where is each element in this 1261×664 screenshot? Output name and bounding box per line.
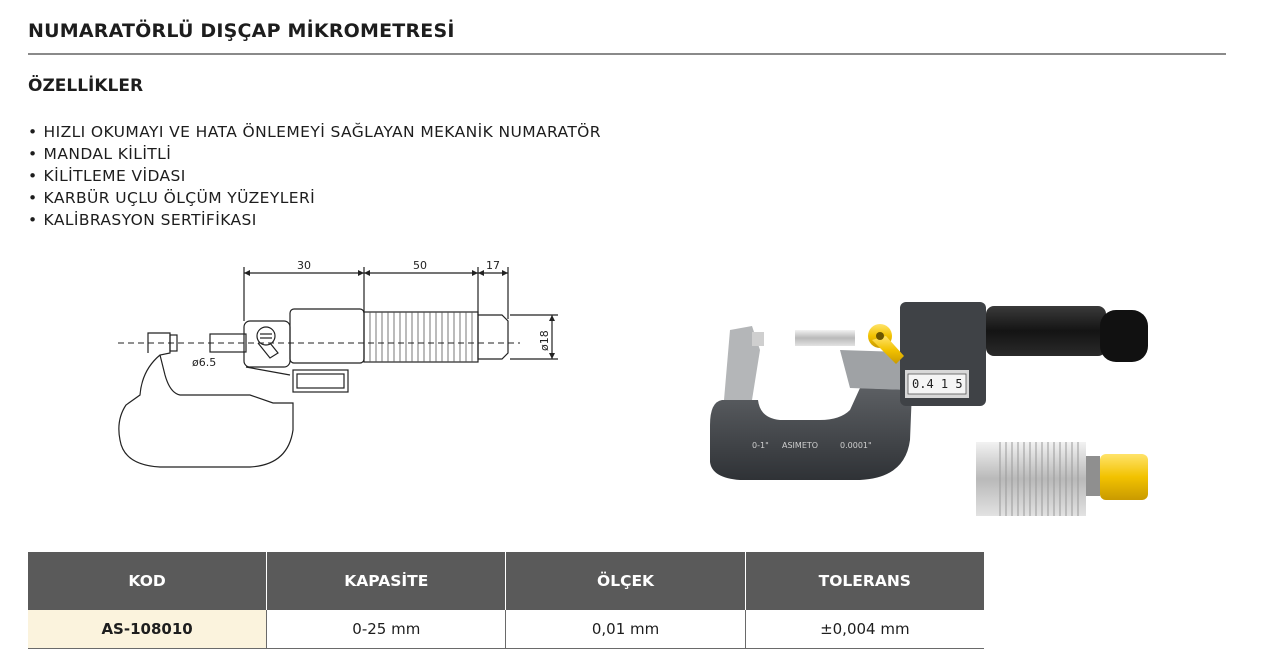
table-header-row (28, 552, 984, 610)
dimension-dia-18: ø18 (538, 330, 551, 351)
feature-item: • HIZLI OKUMAYI VE HATA ÖNLEMEYİ SAĞLAYAN MEKANİK NUMARATÖR (28, 121, 601, 143)
cell-kapasite: 0-25 mm (267, 610, 506, 649)
column-header-kod: KOD (28, 552, 267, 610)
features-list (28, 121, 601, 231)
dimension-30: 30 (297, 259, 311, 272)
page-title: NUMARATÖRLÜ DIŞÇAP MİKROMETRESİ (28, 20, 455, 42)
title-divider (28, 53, 1226, 55)
counter-reading: 0.4 1 5 (912, 377, 963, 391)
dimension-17: 17 (486, 259, 500, 272)
spec-table (28, 552, 984, 649)
cell-olcek: 0,01 mm (506, 610, 745, 649)
feature-item: • KALİBRASYON SERTİFİKASI (28, 209, 601, 231)
features-heading: ÖZELLİKLER (28, 76, 144, 96)
range-marking: 0-1" (752, 441, 769, 450)
cell-kod: AS-108010 (28, 610, 267, 649)
resolution-marking: 0.0001" (840, 441, 872, 450)
dimension-dia-6-5: ø6.5 (192, 356, 217, 369)
brand-marking: ASIMETO (782, 441, 819, 450)
feature-item: • MANDAL KİLİTLİ (28, 143, 601, 165)
column-header-kapasite: KAPASİTE (267, 552, 506, 610)
column-header-tolerans: TOLERANS (745, 552, 984, 610)
micrometer-photo (700, 290, 1160, 525)
table-row (28, 610, 984, 649)
technical-drawing (100, 255, 570, 485)
feature-item: • KİLİTLEME VİDASI (28, 165, 601, 187)
feature-item: • KARBÜR UÇLU ÖLÇÜM YÜZEYLERİ (28, 187, 601, 209)
dimension-50: 50 (413, 259, 427, 272)
cell-tolerans: ±0,004 mm (745, 610, 984, 649)
column-header-olcek: ÖLÇEK (506, 552, 745, 610)
